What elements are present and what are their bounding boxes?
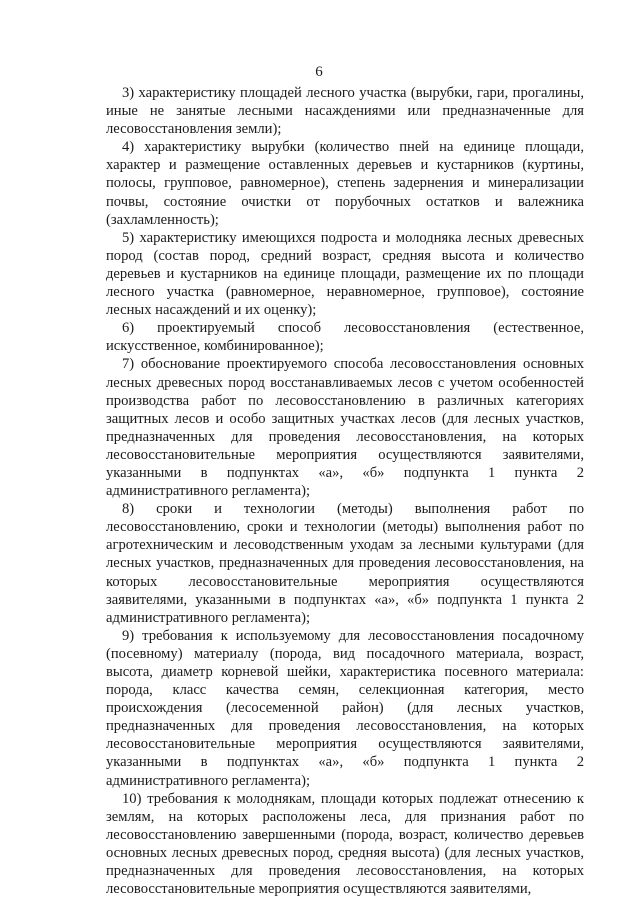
paragraph-item-3: 3) характеристику площадей лесного участка (вырубки, гари, прогалины, иные не занятые лесными насаждениями или предназначенные для лесовосстановления земли); (106, 85, 584, 138)
paragraph-item-9: 9) требования к используемому для лесовосстановления посадочному (посевному) материалу (порода, вид посадочного материала, возраст, высота, диаметр корневой шейки, характеристика посевного материала: порода, класс качества семян, селекционная категория, место происхождения (лесосеменной район) (для лесных участков, предназначенных для проведения лесовосстановления, на которых лесовосстановительные мероприятия осуществляются заявителями, указанными в подпунктах «а», «б» подпункта 1 пункта 2 административного регламента); (106, 627, 584, 789)
paragraph-item-4: 4) характеристику вырубки (количество пней на единице площади, характер и размещение оставленных деревьев и кустарников (куртины, полосы, групповое, равномерное), степень задернения и минерализации почвы, состояние очистки от порубочных остатков и валежника (захламленность); (106, 139, 584, 228)
paragraph-item-10: 10) требования к молоднякам, площади которых подлежат отнесению к землям, на которых расположены леса, для признания работ по лесовосстановлению завершенными (порода, возраст, количество деревьев основных лесных древесных пород, средняя высота) (для лесных участков, предназначенных для проведения лесовосстановления, на которых лесовосстановительные мероприятия осуществляются заявителями, (106, 790, 584, 898)
paragraph-item-6: 6) проектируемый способ лесовосстановления (естественное, искусственное, комбинированное); (106, 320, 584, 355)
document-body (106, 84, 584, 898)
paragraph-item-5: 5) характеристику имеющихся подроста и молодняка лесных древесных пород (состав пород, средний возраст, средняя высота и количество деревьев и кустарников на единице площади, размещение их по площади лесного участка (равномерное, неравномерное, групповое), состояние лесных насаждений и их оценку); (106, 229, 584, 319)
paragraph-item-8: 8) сроки и технологии (методы) выполнения работ по лесовосстановлению, сроки и технологии (методы) выполнения работ по агротехническим и лесоводственным уходам за лесными культурами (для лесных участков, предназначенных для проведения лесовосстановления, на которых лесовосстановительные мероприятия осуществляются заявителями, указанными в подпунктах «а», «б» подпункта 1 пункта 2 административного регламента); (106, 501, 584, 626)
paragraph-item-7: 7) обоснование проектируемого способа лесовосстановления основных лесных древесных пород восстанавливаемых лесов с учетом особенностей производства работ по лесовосстановлению в различных категориях защитных лесов и особо защитных участках лесов (для лесных участков, предназначенных для проведения лесовосстановления, на которых лесовосстановительные мероприятия осуществляются заявителями, указанными в подпунктах «а», «б» подпункта 1 пункта 2 административного регламента); (106, 356, 584, 500)
page-number: 6 (315, 64, 323, 80)
